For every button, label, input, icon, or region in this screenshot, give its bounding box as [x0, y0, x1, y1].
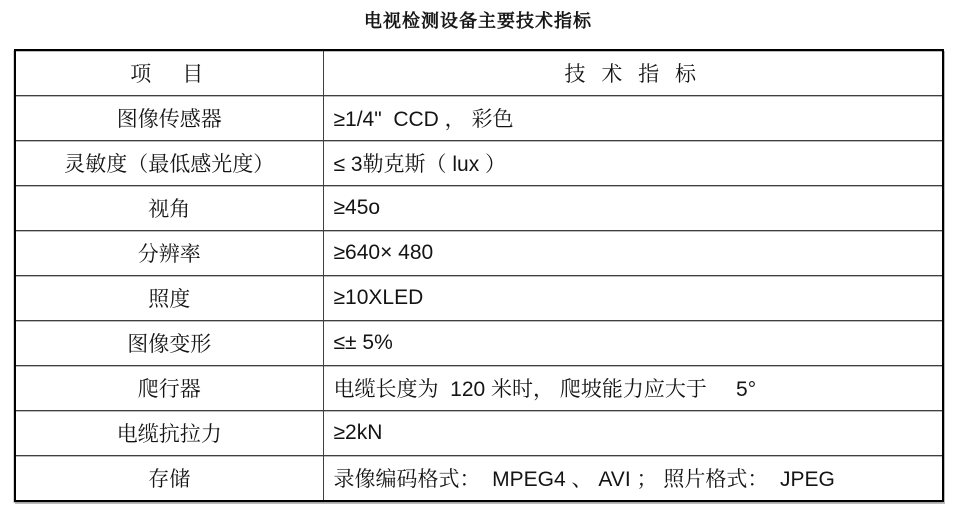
row-value: ≥640× 480 — [323, 231, 943, 276]
row-label: 灵敏度（最低感光度） — [15, 141, 323, 186]
table-row — [15, 456, 943, 502]
table-row — [15, 411, 943, 456]
row-label: 存储 — [15, 456, 323, 502]
column-header-spec: 技 术 指 标 — [323, 50, 943, 96]
row-value: 电缆长度为 120 米时， 爬坡能力应大于 5° — [323, 366, 943, 411]
row-label: 分辨率 — [15, 231, 323, 276]
row-label: 照度 — [15, 276, 323, 321]
row-value: 录像编码格式： MPEG4 、 AVI ； 照片格式： JPEG — [323, 456, 943, 502]
row-value: ≥1/4" CCD ， 彩色 — [323, 96, 943, 141]
table-row — [15, 231, 943, 276]
table-row — [15, 321, 943, 366]
column-header-item: 项 目 — [15, 50, 323, 96]
page-title: 电视检测设备主要技术指标 — [364, 11, 592, 31]
row-value: ≤± 5% — [323, 321, 943, 366]
row-label: 图像变形 — [15, 321, 323, 366]
row-label: 图像传感器 — [15, 96, 323, 141]
table-row — [15, 366, 943, 411]
table-row — [15, 276, 943, 321]
row-value: ≥10XLED — [323, 276, 943, 321]
table-body — [15, 96, 943, 502]
row-label: 视角 — [15, 186, 323, 231]
row-label: 爬行器 — [15, 366, 323, 411]
table-header-row — [15, 50, 943, 96]
spec-table — [14, 49, 944, 502]
row-value: ≤ 3勒克斯（ lux ） — [323, 141, 943, 186]
row-value: ≥45o — [323, 186, 943, 231]
table-row — [15, 141, 943, 186]
table-row — [15, 186, 943, 231]
row-value: ≥2kN — [323, 411, 943, 456]
table-row — [15, 96, 943, 141]
row-label: 电缆抗拉力 — [15, 411, 323, 456]
